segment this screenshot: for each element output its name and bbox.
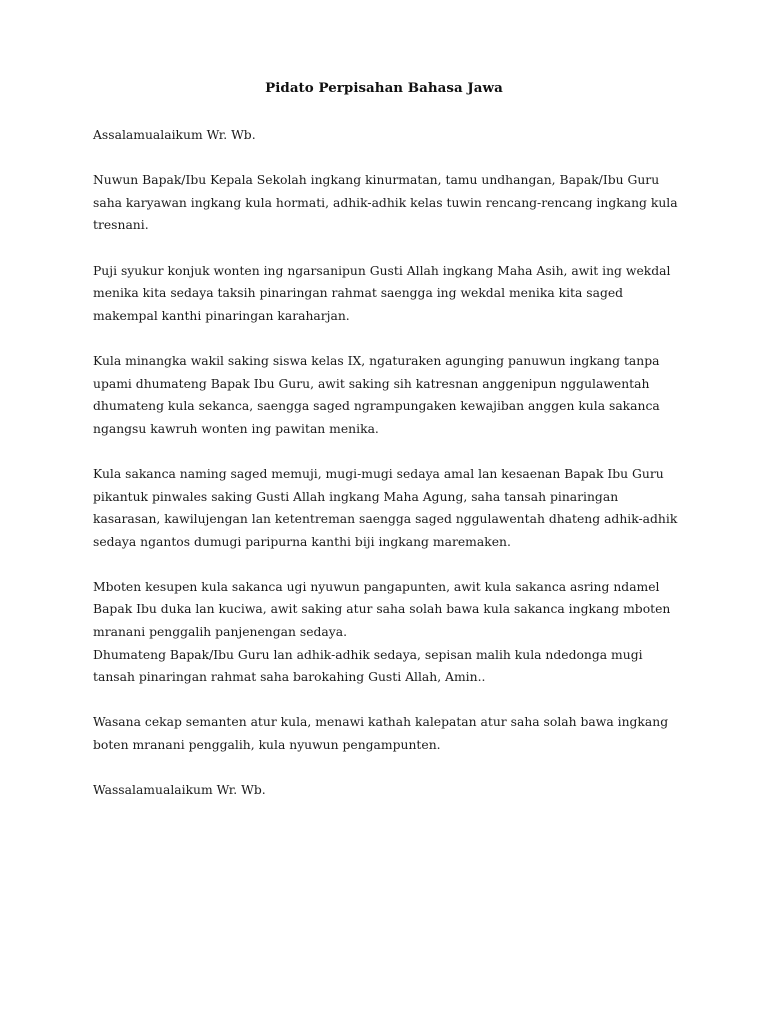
text-line: Nuwun Bapak/Ibu Kepala Sekolah ingkang kinurmatan, tamu undhangan, Bapak/Ibu Guru (93, 173, 660, 188)
text-line: mranani penggalih panjenengan sedaya. (93, 625, 348, 640)
text-line: Mboten kesupen kula sakanca ugi nyuwun pangapunten, awit kula sakanca asring ndamel (93, 579, 660, 594)
text-line: Kula minangka wakil saking siswa kelas IX, ngaturaken agunging panuwun ingkang tanpa (93, 353, 660, 368)
thanks-paragraph (93, 350, 693, 440)
greeting-paragraph (93, 124, 693, 147)
text-line: sedaya ngantos dumugi paripurna kanthi biji ingkang maremaken. (93, 534, 511, 549)
text-line: Wasana cekap semanten atur kula, menawi kathah kalepatan atur saha solah bawa ingkang (93, 715, 669, 730)
text-line: ngangsu kawruh wonten ing pawitan menika. (93, 421, 379, 436)
text-line: kasarasan, kawilujengan lan ketentreman saengga saged nggulawentah dhateng adhik-adhik (93, 512, 678, 527)
text-line: Kula sakanca naming saged memuji, mugi-mugi sedaya amal lan kesaenan Bapak Ibu Guru (93, 466, 664, 481)
text-line: saha karyawan ingkang kula hormati, adhik-adhik kelas tuwin rencang-rencang ingkang kula (93, 195, 678, 210)
text-line: Puji syukur konjuk wonten ing ngarsanipun Gusti Allah ingkang Maha Asih, awit ing wekdal (93, 263, 671, 278)
text-line: tresnani. (93, 218, 149, 233)
salutation-paragraph (93, 169, 693, 237)
text-line: tansah pinaringan rahmat saha barokahing Gusti Allah, Amin.. (93, 670, 486, 685)
text-line: dhumateng kula sekanca, saengga saged ngrampungaken kewajiban anggen kula sakanca (93, 399, 660, 414)
text-line: boten mranani penggalih, kula nyuwun pengampunten. (93, 738, 441, 753)
text-line: makempal kanthi pinaringan karaharjan. (93, 308, 350, 323)
text-line: menika kita sedaya taksih pinaringan rahmat saengga ing wekdal menika kita saged (93, 286, 624, 301)
apology-paragraph (93, 576, 693, 689)
closing-paragraph (93, 711, 693, 756)
document-title: Pidato Perpisahan Bahasa Jawa (265, 80, 503, 96)
text-line: Bapak Ibu duka lan kuciwa, awit saking atur saha solah bawa kula sakanca ingkang mboten (93, 602, 671, 617)
text-line: Assalamualaikum Wr. Wb. (93, 128, 256, 142)
farewell-paragraph (93, 779, 693, 802)
text-line: Dhumateng Bapak/Ibu Guru lan adhik-adhik sedaya, sepisan malih kula ndedonga mugi (93, 647, 643, 662)
text-line: pikantuk pinwales saking Gusti Allah ingkang Maha Agung, saha tansah pinaringan (93, 489, 619, 504)
gratitude-paragraph (93, 260, 693, 328)
text-line: Wassalamualaikum Wr. Wb. (93, 783, 266, 798)
prayer-paragraph (93, 463, 693, 553)
document-body (93, 124, 693, 802)
text-line: upami dhumateng Bapak Ibu Guru, awit saking sih katresnan anggenipun nggulawentah (93, 376, 650, 391)
